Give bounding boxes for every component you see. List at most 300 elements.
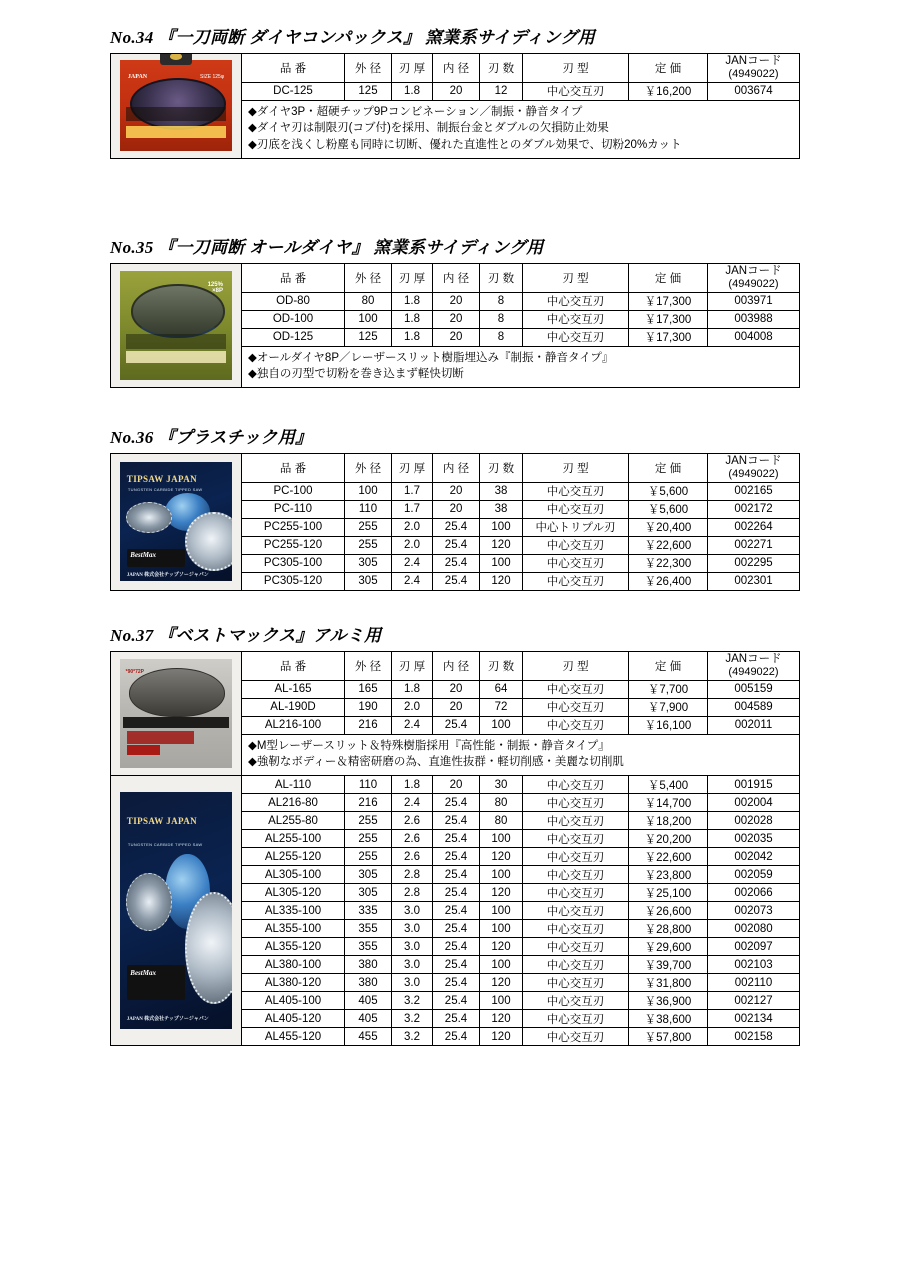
cell-jan-code: 002080	[708, 920, 800, 938]
cell-jan-code: 003674	[708, 82, 800, 100]
column-header-blade-thickness: 刃 厚	[392, 651, 433, 680]
cell-outer-diameter: 125	[345, 328, 392, 346]
section-title-no36: No.36 『プラスチック用』	[110, 428, 313, 447]
cell-part-number: OD-125	[242, 328, 345, 346]
cell-part-number: AL380-100	[242, 956, 345, 974]
cell-tooth-count: 12	[480, 82, 523, 100]
cell-tooth-count: 72	[480, 698, 523, 716]
column-header-jan-code: JANコード (4949022)	[708, 453, 800, 482]
label-band	[126, 107, 227, 121]
cell-part-number: PC255-120	[242, 536, 345, 554]
cell-part-number: AL305-120	[242, 884, 345, 902]
product-image-diamond-compax	[111, 54, 241, 158]
blade-graphic-left	[126, 873, 173, 932]
bestmax-logo	[127, 549, 185, 567]
cell-blade-type: 中心交互刃	[523, 698, 629, 716]
column-header-tooth-count: 刃 数	[480, 263, 523, 292]
cell-blade-type: 中心交互刃	[523, 500, 629, 518]
column-header-inner-diameter: 内 径	[433, 453, 480, 482]
blade-graphic-right	[185, 892, 232, 1005]
cell-price: ￥17,300	[629, 310, 708, 328]
brand-subtitle: TUNGSTEN CARBIDE TIPPED SAW	[127, 486, 203, 492]
cell-inner-diameter: 25.4	[433, 992, 480, 1010]
cell-outer-diameter: 255	[345, 848, 392, 866]
cell-blade-type: 中心交互刃	[523, 680, 629, 698]
spec-table-no37	[110, 651, 800, 1046]
product-image-all-diamond-art	[120, 271, 232, 380]
cell-jan-code: 002097	[708, 938, 800, 956]
cell-blade-thickness: 3.0	[392, 974, 433, 992]
cell-blade-thickness: 2.4	[392, 572, 433, 590]
cell-outer-diameter: 305	[345, 554, 392, 572]
cell-outer-diameter: 335	[345, 902, 392, 920]
cell-part-number: AL216-100	[242, 716, 345, 734]
company-footer: JAPAN 株式会社チップソージャパン	[126, 1016, 209, 1022]
cell-tooth-count: 100	[480, 866, 523, 884]
feature-notes	[242, 734, 800, 775]
feature-note-1: ◆オールダイヤ8P／レーザースリット樹脂埋込み『制振・静音タイプ』	[248, 351, 614, 364]
cell-inner-diameter: 20	[433, 698, 480, 716]
cell-inner-diameter: 20	[433, 776, 480, 794]
cell-jan-code: 002127	[708, 992, 800, 1010]
column-header-blade-thickness: 刃 厚	[392, 453, 433, 482]
cell-blade-type: 中心交互刃	[523, 884, 629, 902]
cell-inner-diameter: 25.4	[433, 1028, 480, 1046]
cell-inner-diameter: 20	[433, 82, 480, 100]
cell-outer-diameter: 110	[345, 776, 392, 794]
cell-blade-thickness: 1.8	[392, 680, 433, 698]
cell-tooth-count: 80	[480, 794, 523, 812]
cell-inner-diameter: 25.4	[433, 884, 480, 902]
cell-price: ￥17,300	[629, 328, 708, 346]
label-band-secondary	[126, 126, 227, 138]
cell-tooth-count: 8	[480, 328, 523, 346]
cell-inner-diameter: 25.4	[433, 794, 480, 812]
cell-part-number: AL355-100	[242, 920, 345, 938]
cell-part-number: AL216-80	[242, 794, 345, 812]
bestmax-logo	[127, 965, 185, 1001]
cell-blade-thickness: 3.2	[392, 1028, 433, 1046]
cell-blade-thickness: 2.6	[392, 848, 433, 866]
cell-inner-diameter: 25.4	[433, 518, 480, 536]
cell-blade-thickness: 3.0	[392, 902, 433, 920]
cell-jan-code: 002028	[708, 812, 800, 830]
cell-blade-type: 中心交互刃	[523, 328, 629, 346]
cell-blade-type: 中心交互刃	[523, 794, 629, 812]
cell-tooth-count: 38	[480, 482, 523, 500]
label-band-secondary	[126, 351, 227, 363]
cell-blade-type: 中心交互刃	[523, 554, 629, 572]
cell-inner-diameter: 25.4	[433, 938, 480, 956]
cell-tooth-count: 120	[480, 1010, 523, 1028]
cell-tooth-count: 64	[480, 680, 523, 698]
cell-inner-diameter: 20	[433, 680, 480, 698]
spec-table-no35	[110, 263, 800, 388]
cell-tooth-count: 8	[480, 310, 523, 328]
brand-title: TIPSAW JAPAN	[126, 815, 198, 826]
section-title-no35: No.35 『一刀両断 オールダイヤ』 窯業系サイディング用	[110, 238, 544, 257]
cell-inner-diameter: 25.4	[433, 956, 480, 974]
cell-jan-code: 002042	[708, 848, 800, 866]
cell-outer-diameter: 216	[345, 794, 392, 812]
cell-inner-diameter: 25.4	[433, 1010, 480, 1028]
cell-tooth-count: 100	[480, 716, 523, 734]
blade-disc	[129, 668, 225, 718]
hang-tab	[160, 54, 191, 65]
column-header-outer-diameter: 外 径	[345, 53, 392, 82]
column-header-tooth-count: 刃 数	[480, 453, 523, 482]
cell-blade-thickness: 1.7	[392, 482, 433, 500]
cell-jan-code: 004589	[708, 698, 800, 716]
column-header-tooth-count: 刃 数	[480, 53, 523, 82]
feature-note-1: ◆ダイヤ3P・超硬チップ9Pコンビネーション／制振・静音タイプ	[248, 105, 583, 118]
cell-jan-code: 002264	[708, 518, 800, 536]
cell-tooth-count: 100	[480, 992, 523, 1010]
cell-tooth-count: 120	[480, 884, 523, 902]
cell-blade-thickness: 2.4	[392, 716, 433, 734]
label-band-tertiary	[127, 745, 161, 755]
cell-blade-type: 中心交互刃	[523, 1010, 629, 1028]
cell-blade-type: 中心交互刃	[523, 292, 629, 310]
cell-blade-thickness: 3.0	[392, 938, 433, 956]
cell-outer-diameter: 125	[345, 82, 392, 100]
product-image-tipsaw-japan-plastic-cell	[111, 453, 242, 590]
column-header-inner-diameter: 内 径	[433, 651, 480, 680]
cell-part-number: AL405-120	[242, 1010, 345, 1028]
cell-part-number: AL305-100	[242, 866, 345, 884]
cell-jan-code: 002073	[708, 902, 800, 920]
cell-jan-code: 002035	[708, 830, 800, 848]
cell-part-number: AL355-120	[242, 938, 345, 956]
cell-tooth-count: 8	[480, 292, 523, 310]
cell-blade-thickness: 3.2	[392, 1010, 433, 1028]
cell-jan-code: 002134	[708, 1010, 800, 1028]
label-band	[126, 334, 227, 349]
cell-part-number: AL-110	[242, 776, 345, 794]
cell-inner-diameter: 25.4	[433, 848, 480, 866]
cell-price: ￥22,600	[629, 848, 708, 866]
blade-graphic-left	[126, 502, 173, 533]
cell-outer-diameter: 100	[345, 310, 392, 328]
spec-table-no36	[110, 453, 800, 591]
cell-inner-diameter: 25.4	[433, 812, 480, 830]
cell-blade-thickness: 2.0	[392, 698, 433, 716]
cell-part-number: PC305-100	[242, 554, 345, 572]
column-header-inner-diameter: 内 径	[433, 53, 480, 82]
cell-tooth-count: 100	[480, 830, 523, 848]
cell-outer-diameter: 190	[345, 698, 392, 716]
cell-outer-diameter: 305	[345, 884, 392, 902]
cell-tooth-count: 100	[480, 956, 523, 974]
cell-outer-diameter: 165	[345, 680, 392, 698]
cell-outer-diameter: 380	[345, 956, 392, 974]
column-header-jan-code: JANコード (4949022)	[708, 53, 800, 82]
cell-tooth-count: 100	[480, 902, 523, 920]
cell-price: ￥5,400	[629, 776, 708, 794]
cell-inner-diameter: 25.4	[433, 572, 480, 590]
cell-part-number: OD-100	[242, 310, 345, 328]
company-footer: JAPAN 株式会社チップソージャパン	[126, 572, 209, 578]
column-header-outer-diameter: 外 径	[345, 651, 392, 680]
cell-jan-code: 003988	[708, 310, 800, 328]
bestmax-logo-text: BestMax	[130, 969, 156, 978]
brand-text: JAPAN	[127, 73, 148, 80]
cell-part-number: AL255-120	[242, 848, 345, 866]
product-image-diamond-compax-cell	[111, 53, 242, 158]
cell-jan-code: 005159	[708, 680, 800, 698]
cell-inner-diameter: 25.4	[433, 866, 480, 884]
cell-blade-thickness: 2.6	[392, 830, 433, 848]
feature-notes	[242, 100, 800, 158]
cell-price: ￥14,700	[629, 794, 708, 812]
cell-tooth-count: 80	[480, 812, 523, 830]
jan-code-prefix: (4949022)	[728, 467, 779, 480]
cell-price: ￥31,800	[629, 974, 708, 992]
cell-tooth-count: 38	[480, 500, 523, 518]
column-header-price: 定 価	[629, 651, 708, 680]
feature-note-2: ◆ダイヤ刃は制限刃(コブ付)を採用、制振台金とダブルの欠損防止効果	[248, 122, 609, 135]
cell-blade-thickness: 1.7	[392, 500, 433, 518]
cell-jan-code: 002301	[708, 572, 800, 590]
cell-blade-thickness: 2.0	[392, 536, 433, 554]
cell-tooth-count: 100	[480, 554, 523, 572]
cell-tooth-count: 120	[480, 848, 523, 866]
cell-price: ￥5,600	[629, 482, 708, 500]
cell-outer-diameter: 255	[345, 812, 392, 830]
cell-part-number: OD-80	[242, 292, 345, 310]
label-band-secondary	[127, 731, 194, 744]
column-header-price: 定 価	[629, 453, 708, 482]
cell-inner-diameter: 25.4	[433, 536, 480, 554]
jan-code-prefix: (4949022)	[728, 277, 779, 290]
size-tag: *90*72P	[125, 668, 145, 675]
cell-tooth-count: 120	[480, 1028, 523, 1046]
blade-disc	[130, 78, 226, 130]
section-title-no37: No.37 『ベストマックス』アルミ用	[110, 626, 382, 645]
cell-jan-code: 002004	[708, 794, 800, 812]
cell-price: ￥26,600	[629, 902, 708, 920]
column-header-blade-thickness: 刃 厚	[392, 53, 433, 82]
cell-tooth-count: 100	[480, 518, 523, 536]
cell-blade-thickness: 1.8	[392, 328, 433, 346]
cell-inner-diameter: 20	[433, 500, 480, 518]
cell-outer-diameter: 405	[345, 992, 392, 1010]
jan-code-prefix: (4949022)	[728, 67, 779, 80]
cell-inner-diameter: 20	[433, 310, 480, 328]
cell-price: ￥22,600	[629, 536, 708, 554]
cell-jan-code: 003971	[708, 292, 800, 310]
blade-graphic-right	[185, 512, 232, 571]
cell-jan-code: 002110	[708, 974, 800, 992]
cell-blade-thickness: 2.0	[392, 518, 433, 536]
cell-part-number: AL255-100	[242, 830, 345, 848]
cell-jan-code: 002011	[708, 716, 800, 734]
cell-blade-thickness: 2.4	[392, 794, 433, 812]
cell-blade-type: 中心交互刃	[523, 82, 629, 100]
cell-tooth-count: 30	[480, 776, 523, 794]
section-no35	[110, 238, 790, 388]
cell-blade-thickness: 2.8	[392, 884, 433, 902]
cell-price: ￥22,300	[629, 554, 708, 572]
cell-inner-diameter: 25.4	[433, 716, 480, 734]
feature-note-2: ◆強靭なボディー＆精密研磨の為、直進性抜群・軽切削感・美麗な切削肌	[248, 756, 624, 769]
cell-outer-diameter: 355	[345, 920, 392, 938]
cell-tooth-count: 120	[480, 572, 523, 590]
cell-price: ￥36,900	[629, 992, 708, 1010]
cell-outer-diameter: 216	[345, 716, 392, 734]
cell-blade-type: 中心交互刃	[523, 310, 629, 328]
cell-price: ￥7,700	[629, 680, 708, 698]
cell-jan-code: 004008	[708, 328, 800, 346]
cell-outer-diameter: 100	[345, 482, 392, 500]
cell-blade-type: 中心交互刃	[523, 812, 629, 830]
cell-tooth-count: 120	[480, 938, 523, 956]
feature-note-2: ◆独自の刃型で切粉を巻き込まず軽快切断	[248, 368, 464, 381]
section-title-no34: No.34 『一刀両断 ダイヤコンパックス』 窯業系サイディング用	[110, 28, 596, 47]
cell-blade-type: 中心交互刃	[523, 920, 629, 938]
product-image-tipsaw-japan-plastic	[111, 454, 241, 590]
cell-part-number: AL255-80	[242, 812, 345, 830]
cell-price: ￥57,800	[629, 1028, 708, 1046]
cell-blade-type: 中心交互刃	[523, 848, 629, 866]
product-image-tipsaw-japan-aluminum-art	[120, 792, 232, 1029]
cell-part-number: AL380-120	[242, 974, 345, 992]
column-header-jan-code: JANコード (4949022)	[708, 651, 800, 680]
column-header-inner-diameter: 内 径	[433, 263, 480, 292]
cell-blade-type: 中心交互刃	[523, 536, 629, 554]
size-badge: 125% ×8P	[207, 281, 223, 295]
column-header-part: 品 番	[242, 53, 345, 82]
cell-blade-type: 中心交互刃	[523, 482, 629, 500]
column-header-price: 定 価	[629, 263, 708, 292]
product-image-slide-maru-aluminum-art	[120, 659, 232, 768]
cell-outer-diameter: 355	[345, 938, 392, 956]
cell-price: ￥18,200	[629, 812, 708, 830]
cell-inner-diameter: 25.4	[433, 974, 480, 992]
table-header-row	[111, 263, 800, 292]
table-header-row	[111, 53, 800, 82]
cell-part-number: PC-110	[242, 500, 345, 518]
cell-blade-type: 中心交互刃	[523, 992, 629, 1010]
feature-note-3: ◆刃底を浅くし粉塵も同時に切断、優れた直進性とのダブル効果で、切粉20%カット	[248, 139, 682, 152]
cell-inner-diameter: 20	[433, 482, 480, 500]
table-header-row	[111, 651, 800, 680]
cell-blade-thickness: 3.2	[392, 992, 433, 1010]
cell-blade-type: 中心トリプル刃	[523, 518, 629, 536]
cell-price: ￥28,800	[629, 920, 708, 938]
cell-jan-code: 002066	[708, 884, 800, 902]
cell-part-number: PC305-120	[242, 572, 345, 590]
cell-inner-diameter: 25.4	[433, 830, 480, 848]
cell-price: ￥20,200	[629, 830, 708, 848]
column-header-tooth-count: 刃 数	[480, 651, 523, 680]
cell-outer-diameter: 305	[345, 572, 392, 590]
cell-price: ￥39,700	[629, 956, 708, 974]
cell-blade-type: 中心交互刃	[523, 1028, 629, 1046]
cell-part-number: AL-165	[242, 680, 345, 698]
cell-outer-diameter: 455	[345, 1028, 392, 1046]
cell-part-number: PC255-100	[242, 518, 345, 536]
product-image-diamond-compax-art	[120, 60, 232, 152]
cell-price: ￥38,600	[629, 1010, 708, 1028]
cell-blade-type: 中心交互刃	[523, 956, 629, 974]
feature-note-1: ◆M型レーザースリット＆特殊樹脂採用『高性能・制振・静音タイプ』	[248, 739, 610, 752]
table-row	[111, 776, 800, 794]
cell-part-number: PC-100	[242, 482, 345, 500]
cell-blade-thickness: 3.0	[392, 920, 433, 938]
product-image-tipsaw-japan-plastic-art	[120, 462, 232, 582]
cell-jan-code: 002165	[708, 482, 800, 500]
product-image-all-diamond-cell	[111, 263, 242, 387]
table-header-row	[111, 453, 800, 482]
cell-jan-code: 001915	[708, 776, 800, 794]
product-image-slide-maru-aluminum	[111, 652, 241, 775]
cell-inner-diameter: 20	[433, 292, 480, 310]
cell-inner-diameter: 20	[433, 328, 480, 346]
cell-price: ￥25,100	[629, 884, 708, 902]
cell-price: ￥23,800	[629, 866, 708, 884]
cell-price: ￥16,100	[629, 716, 708, 734]
cell-blade-thickness: 3.0	[392, 956, 433, 974]
cell-outer-diameter: 305	[345, 866, 392, 884]
column-header-price: 定 価	[629, 53, 708, 82]
cell-blade-type: 中心交互刃	[523, 866, 629, 884]
brand-subtitle: TUNGSTEN CARBIDE TIPPED SAW	[127, 841, 203, 847]
cell-blade-type: 中心交互刃	[523, 776, 629, 794]
cell-price: ￥16,200	[629, 82, 708, 100]
column-header-outer-diameter: 外 径	[345, 263, 392, 292]
brand-title: TIPSAW JAPAN	[126, 473, 198, 484]
cell-blade-type: 中心交互刃	[523, 974, 629, 992]
cell-outer-diameter: 80	[345, 292, 392, 310]
column-header-part: 品 番	[242, 651, 345, 680]
cell-outer-diameter: 380	[345, 974, 392, 992]
cell-blade-type: 中心交互刃	[523, 938, 629, 956]
column-header-blade-type: 刃 型	[523, 453, 629, 482]
section-no34	[110, 28, 790, 159]
cell-tooth-count: 100	[480, 920, 523, 938]
cell-price: ￥5,600	[629, 500, 708, 518]
cell-price: ￥20,400	[629, 518, 708, 536]
cell-outer-diameter: 405	[345, 1010, 392, 1028]
cell-outer-diameter: 255	[345, 830, 392, 848]
cell-inner-diameter: 25.4	[433, 920, 480, 938]
cell-tooth-count: 120	[480, 536, 523, 554]
cell-outer-diameter: 110	[345, 500, 392, 518]
column-header-blade-type: 刃 型	[523, 53, 629, 82]
cell-blade-type: 中心交互刃	[523, 902, 629, 920]
cell-jan-code: 002271	[708, 536, 800, 554]
product-image-tipsaw-japan-aluminum-cell	[111, 776, 242, 1046]
size-text: SIZE 125φ	[199, 73, 225, 80]
cell-blade-thickness: 2.4	[392, 554, 433, 572]
cell-jan-code: 002295	[708, 554, 800, 572]
cell-part-number: AL335-100	[242, 902, 345, 920]
column-header-part: 品 番	[242, 263, 345, 292]
cell-price: ￥26,400	[629, 572, 708, 590]
cell-price: ￥29,600	[629, 938, 708, 956]
product-image-all-diamond	[111, 264, 241, 387]
column-header-part: 品 番	[242, 453, 345, 482]
column-header-outer-diameter: 外 径	[345, 453, 392, 482]
cell-blade-type: 中心交互刃	[523, 716, 629, 734]
cell-blade-thickness: 1.8	[392, 776, 433, 794]
cell-blade-type: 中心交互刃	[523, 830, 629, 848]
cell-inner-diameter: 25.4	[433, 554, 480, 572]
bestmax-logo-text: BestMax	[130, 551, 156, 560]
column-header-blade-type: 刃 型	[523, 263, 629, 292]
feature-notes	[242, 346, 800, 387]
